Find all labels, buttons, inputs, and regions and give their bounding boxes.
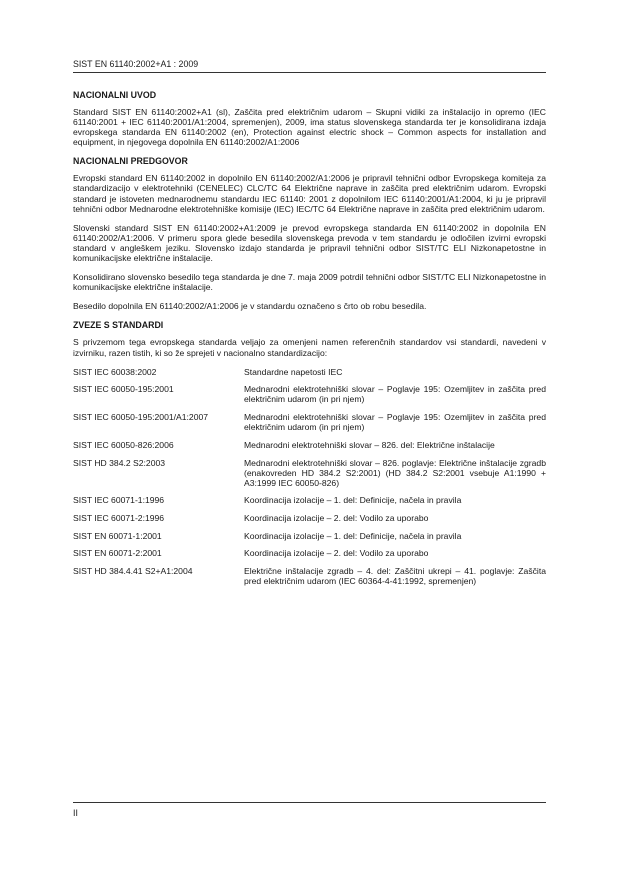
page-number: II xyxy=(73,808,78,818)
reference-code: SIST IEC 60071-1:1996 xyxy=(73,495,165,506)
section-heading-uvod: NACIONALNI UVOD xyxy=(73,90,157,100)
reference-title: Mednarodni elektrotehniški slovar – 826. poglavje: Električne inštalacije zgradb (enakovreden HD 384.2 S2:2001) (HD 384.2 S2:2001 vsebuje A1:1990 + A3:1999 IEC 60050-826) xyxy=(244,457,546,488)
predgovor-paragraph: Evropski standard EN 61140:2002 in dopolnilo EN 61140:2002/A1:2006 je pripravil tehnični odbor Evropskega komiteja za standardizacijo v elektrotehniki (CENELEC) CLC/TC 64 Električne naprave in zaščita pred električnim udarom. Evropski standard je istoveten mednarodnemu standardu IEC 61140: 2001 z dopolnilom IEC 61140:2001/A1:2004, ki ju je pripravil tehnični odbor Mednarodne elektrotehniške komisije (IEC) IEC/TC 64 Električne naprave in zaščita pred električnim udarom. xyxy=(73,173,546,214)
reference-code: SIST IEC 60050-195:2001/A1:2007 xyxy=(73,412,209,423)
reference-code: SIST EN 60071-1:2001 xyxy=(73,530,162,541)
reference-code: SIST HD 384.4.41 S2+A1:2004 xyxy=(73,566,193,577)
reference-code: SIST EN 60071-2:2001 xyxy=(73,548,162,559)
reference-title: Mednarodni elektrotehniški slovar – 826. del: Električne inštalacije xyxy=(244,439,495,450)
reference-code: SIST IEC 60038:2002 xyxy=(73,366,157,377)
page-content xyxy=(73,90,546,594)
footer-rule xyxy=(73,802,546,803)
reference-code: SIST IEC 60071-2:1996 xyxy=(73,513,165,524)
predgovor-paragraph: Besedilo dopolnila EN 61140:2002/A1:2006 je v standardu označeno s črto ob robu besedila. xyxy=(73,301,427,312)
reference-title: Koordinacija izolacije – 2. del: Vodilo za uporabo xyxy=(244,513,429,524)
predgovor-paragraph: Konsolidirano slovensko besedilo tega standarda je dne 7. maja 2009 potrdil tehnični odbor SIST/TC ELI Nizkonapetostne in komunikacijske električne inštalacije. xyxy=(73,272,546,293)
uvod-paragraph: Standard SIST EN 61140:2002+A1 (sl), Zaščita pred električnim udarom – Skupni vidiki za inštalacijo in opremo (IEC 61140:2001 + IEC 61140:2001/A1:2004, spremenjen), 2009, ima status slovenskega standarda ter je konsolidirana izdaja evropskega standarda EN 61140:2002 (en), Protection against electric shock – Common aspects for installation and equipment, in njegovega dopolnila EN 61140:2002/A1:2006 xyxy=(73,107,546,148)
zveze-intro: S privzemom tega evropskega standarda veljajo za omenjeni namen referenčnih standardov vsi standardi, navedeni v izvirniku, razen tistih, ki so že sprejeti v nacionalno standardizacijo: xyxy=(73,337,546,358)
predgovor-paragraph: Slovenski standard SIST EN 61140:2002+A1:2009 je prevod evropskega standarda EN 61140:2002 in dopolnila EN 61140:2002/A1:2006. V primeru spora glede besedila slovenskega prevoda v tem standardu je odločilen izvirni evropski standard v angleškem jeziku. Slovensko izdajo standarda je pripravil tehnični odbor SIST/TC ELI Nizkonapetostne in komunikacijske električne inštalacije. xyxy=(73,222,546,264)
reference-row xyxy=(73,384,546,404)
reference-code: SIST IEC 60050-195:2001 xyxy=(73,384,174,395)
section-heading-predgovor: NACIONALNI PREDGOVOR xyxy=(73,156,188,167)
document-header-id: SIST EN 61140:2002+A1 : 2009 xyxy=(73,59,199,69)
reference-row xyxy=(73,367,546,377)
reference-row xyxy=(73,458,546,488)
reference-title: Koordinacija izolacije – 1. del: Definicije, načela in pravila xyxy=(244,495,462,506)
header-rule xyxy=(73,72,546,73)
reference-title: Mednarodni elektrotehniški slovar – Poglavje 195: Ozemljitev in zaščita pred električnim udarom (in pri njem) xyxy=(244,384,546,405)
reference-row xyxy=(73,440,546,450)
reference-title: Koordinacija izolacije – 2. del: Vodilo za uporabo xyxy=(244,548,429,559)
reference-list xyxy=(73,367,546,587)
reference-title: Standardne napetosti IEC xyxy=(244,366,343,377)
reference-row xyxy=(73,412,546,432)
reference-row xyxy=(73,566,546,586)
reference-code: SIST HD 384.2 S2:2003 xyxy=(73,457,166,468)
section-heading-zveze: ZVEZE S STANDARDI xyxy=(73,320,164,331)
reference-code: SIST IEC 60050-826:2006 xyxy=(73,439,174,450)
reference-title: Mednarodni elektrotehniški slovar – Poglavje 195: Ozemljitev in zaščita pred električnim udarom (in pri njem) xyxy=(244,412,546,433)
reference-row xyxy=(73,548,546,558)
reference-title: Koordinacija izolacije – 1. del: Definicije, načela in pravila xyxy=(244,530,462,541)
reference-row xyxy=(73,495,546,505)
reference-row xyxy=(73,531,546,541)
reference-row xyxy=(73,513,546,523)
reference-title: Električne inštalacije zgradb – 4. del: Zaščitni ukrepi – 41. poglavje: Zaščita pred električnim udarom (IEC 60364-4-41:1992, spremenjen) xyxy=(244,566,546,587)
